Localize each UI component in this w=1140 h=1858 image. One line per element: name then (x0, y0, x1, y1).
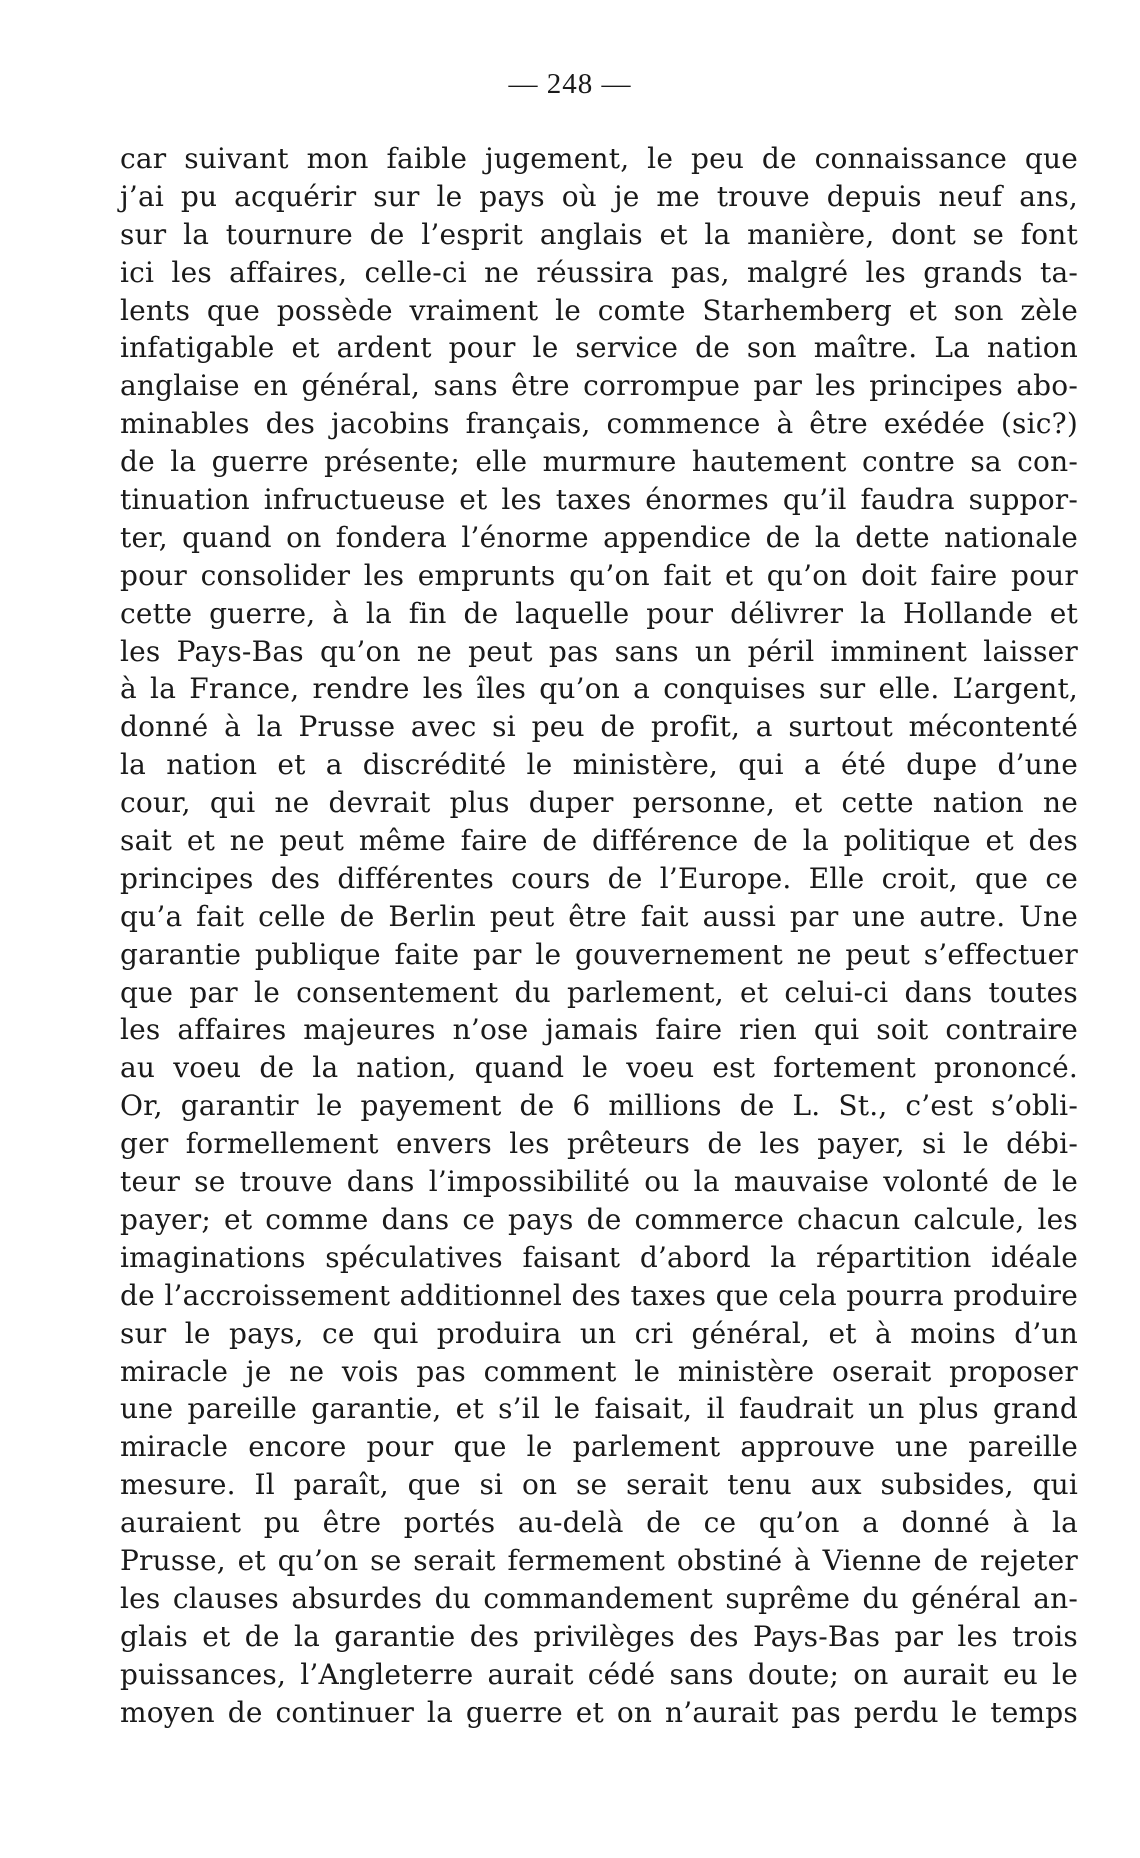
text-line: j’ai pu acquérir sur le pays où je me trouve depuis neuf ans, (120, 179, 1078, 213)
text-line: la nation et a discrédité le ministère, qui a été dupe d’une (120, 748, 1078, 782)
text-line: ter, quand on fondera l’énorme appendice de la dette nationale (120, 520, 1078, 554)
text-line: principes des différentes cours de l’Europe. Elle croit, que ce (120, 861, 1078, 895)
text-line: Prusse, et qu’on se serait fermement obstiné à Vienne de rejeter (120, 1543, 1078, 1577)
text-line: miracle encore pour que le parlement approuve une pareille (120, 1430, 1078, 1464)
text-line: ger formellement envers les prêteurs de les payer, si le débi- (120, 1127, 1078, 1161)
text-line: sur le pays, ce qui produira un cri général, et à moins d’un (120, 1316, 1078, 1350)
text-line: au voeu de la nation, quand le voeu est fortement prononcé. (120, 1051, 1078, 1085)
text-line: pour consolider les emprunts qu’on fait et qu’on doit faire pour (120, 558, 1078, 592)
text-line: donné à la Prusse avec si peu de profit, a surtout mécontenté (120, 710, 1078, 744)
text-line: payer; et comme dans ce pays de commerce chacun calcule, les (120, 1202, 1078, 1236)
text-line: anglaise en général, sans être corrompue par les principes abo- (120, 369, 1078, 403)
text-line: teur se trouve dans l’impossibilité ou la mauvaise volonté de le (120, 1165, 1078, 1199)
text-line: de la guerre présente; elle murmure hautement contre sa con- (120, 445, 1078, 479)
text-line: à la France, rendre les îles qu’on a conquises sur elle. L’argent, (120, 672, 1078, 706)
text-line: cour, qui ne devrait plus duper personne, et cette nation ne (120, 786, 1078, 820)
text-line: une pareille garantie, et s’il le faisait, il faudrait un plus grand (120, 1392, 1078, 1426)
text-line: infatigable et ardent pour le service de son maître. La nation (120, 331, 1078, 365)
text-line: mesure. Il paraît, que si on se serait tenu aux subsides, qui (120, 1468, 1078, 1502)
text-line: qu’a fait celle de Berlin peut être fait aussi par une autre. Une (120, 899, 1078, 933)
text-line: minables des jacobins français, commence à être exédée (sic?) (120, 407, 1078, 441)
text-line: les clauses absurdes du commandement suprême du général an- (120, 1581, 1078, 1615)
text-line: moyen de continuer la guerre et on n’aurait pas perdu le temps (120, 1695, 1078, 1729)
body-text (120, 140, 1078, 1731)
text-line: que par le consentement du parlement, et celui-ci dans toutes (120, 975, 1078, 1009)
text-line: miracle je ne vois pas comment le ministère oserait proposer (120, 1354, 1078, 1388)
text-line: garantie publique faite par le gouvernement ne peut s’effectuer (120, 937, 1078, 971)
text-line: ici les affaires, celle-ci ne réussira pas, malgré les grands ta- (120, 255, 1078, 289)
text-line: cette guerre, à la fin de laquelle pour délivrer la Hollande et (120, 596, 1078, 630)
text-line: les affaires majeures n’ose jamais faire rien qui soit contraire (120, 1013, 1078, 1047)
text-line: de l’accroissement additionnel des taxes que cela pourra produire (120, 1278, 1078, 1312)
text-line: glais et de la garantie des privilèges des Pays-Bas par les trois (120, 1619, 1078, 1653)
text-line: les Pays-Bas qu’on ne peut pas sans un péril imminent laisser (120, 634, 1078, 668)
text-line: car suivant mon faible jugement, le peu de connaissance que (120, 142, 1078, 175)
text-line: lents que possède vraiment le comte Starhemberg et son zèle (120, 293, 1078, 327)
text-line: imaginations spéculatives faisant d’abord la répartition idéale (120, 1240, 1078, 1274)
text-line: sait et ne peut même faire de différence de la politique et des (120, 824, 1078, 858)
text-line: tinuation infructueuse et les taxes énormes qu’il faudra suppor- (120, 483, 1078, 517)
text-line: Or, garantir le payement de 6 millions de L. St., c’est s’obli- (120, 1089, 1078, 1123)
page-number: — 248 — (508, 68, 632, 100)
text-line: auraient pu être portés au-delà de ce qu’on a donné à la (120, 1506, 1078, 1540)
text-line: puissances, l’Angleterre aurait cédé sans doute; on aurait eu le (120, 1657, 1078, 1691)
text-line: sur la tournure de l’esprit anglais et la manière, dont se font (120, 217, 1078, 251)
